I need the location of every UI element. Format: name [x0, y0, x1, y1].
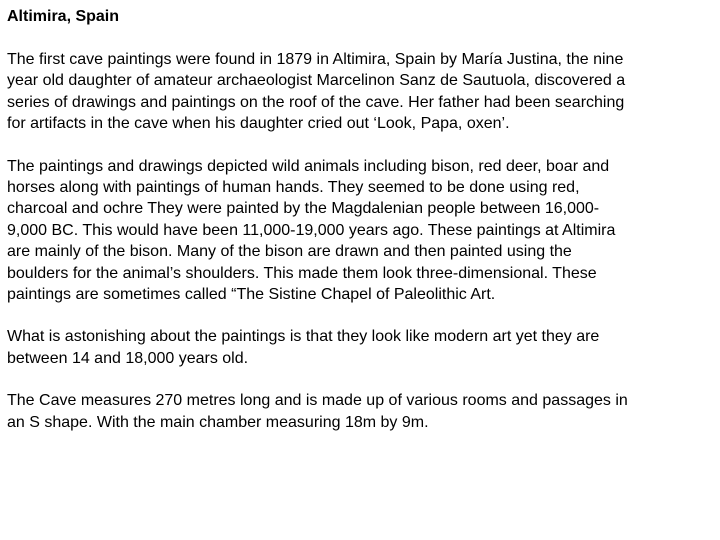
text-line: The paintings and drawings depicted wild animals including bison, red deer, boar and	[7, 157, 610, 175]
text-line: boulders for the animal’s shoulders. This made them look three-dimensional. These	[7, 264, 597, 282]
text-line: are mainly of the bison. Many of the bison are drawn and then painted using the	[7, 243, 572, 261]
text-line: for artifacts in the cave when his daughter cried out ‘Look, Papa, oxen’.	[7, 115, 510, 133]
paragraph-cave-measurements	[7, 390, 708, 433]
paragraph-paintings	[7, 156, 708, 306]
text-line: paintings are sometimes called “The Sistine Chapel of Paleolithic Art.	[7, 286, 496, 304]
text-line: an S shape. With the main chamber measuring 18m by 9m.	[7, 413, 429, 431]
paragraph-astonishing	[7, 326, 708, 369]
text-line: The first cave paintings were found in 1879 in Altimira, Spain by María Justina, the nine	[7, 51, 624, 68]
paragraph-discovery	[7, 49, 708, 135]
text-line: What is astonishing about the paintings is that they look like modern art yet they are	[7, 328, 600, 346]
document-title: Altimira, Spain	[7, 8, 120, 25]
text-line: horses along with paintings of human hands. They seemed to be done using red,	[7, 179, 580, 197]
text-line: between 14 and 18,000 years old.	[7, 349, 249, 367]
text-line: charcoal and ochre They were painted by the Magdalenian people between 16,000-	[7, 200, 600, 218]
text-line: series of drawings and paintings on the roof of the cave. Her father had been searching	[7, 93, 625, 111]
text-line: year old daughter of amateur archaeologist Marcelinon Sanz de Sautuola, discovered a	[7, 72, 626, 90]
text-line: 9,000 BC. This would have been 11,000-19,000 years ago. These paintings at Altimira	[7, 221, 616, 239]
text-line: The Cave measures 270 metres long and is made up of various rooms and passages in	[7, 392, 628, 410]
